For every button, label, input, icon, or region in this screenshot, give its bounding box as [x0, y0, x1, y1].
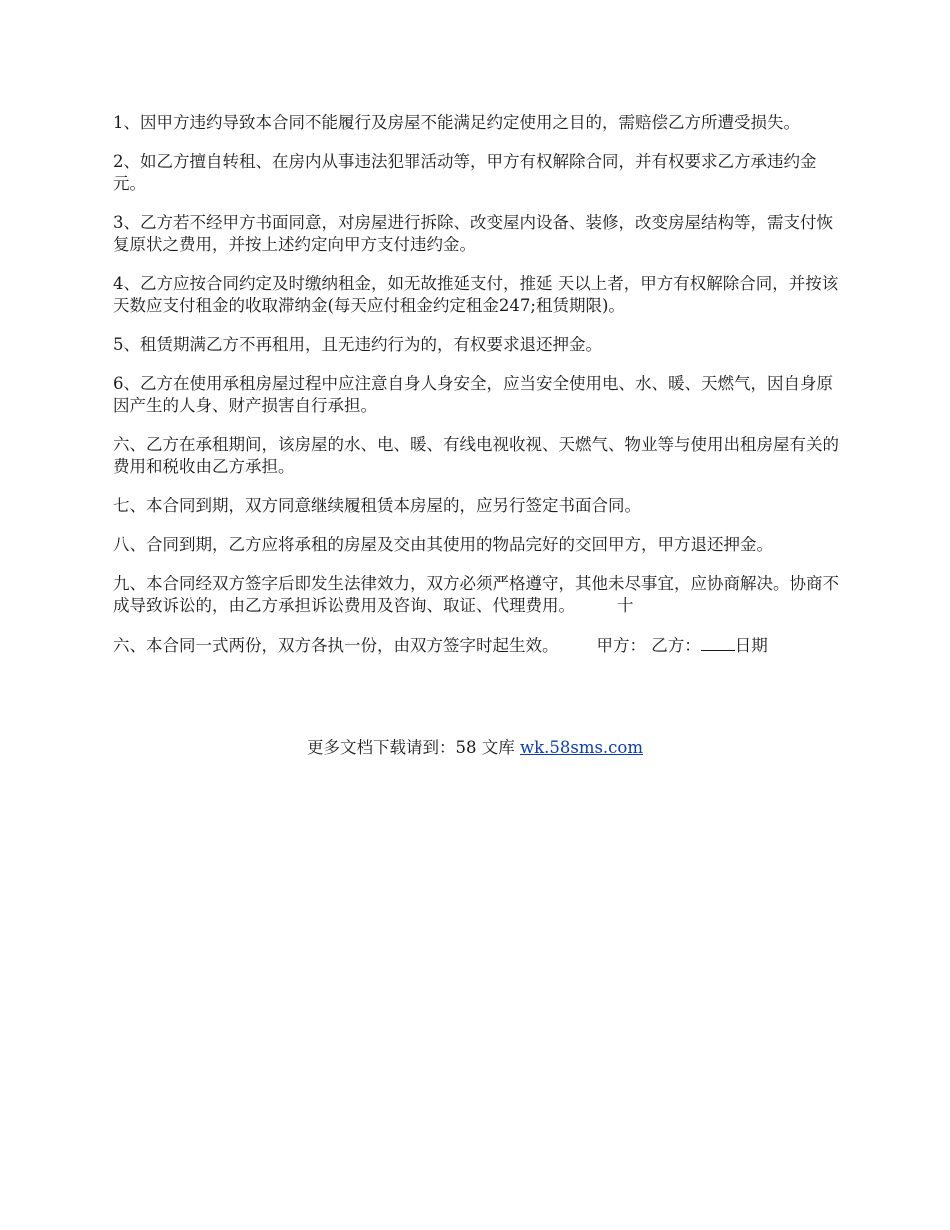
clause-4: 4、乙方应按合同约定及时缴纳租金，如无故推延支付，推延 天以上者，甲方有权解除合同，并按该天数应支付租金的收取滞纳金(每天应付租金约定租金247;租赁期限)。 — [113, 274, 839, 315]
clause-nine-trailing: 十 — [617, 596, 634, 615]
party-b-label: 乙方： — [651, 636, 701, 655]
clause-eight-return: 八、合同到期，乙方应将承租的房屋及交由其使用的物品完好的交回甲方，甲方退还押金。 — [113, 535, 773, 554]
clause-signature — [113, 634, 843, 657]
party-a-label: 甲方： — [596, 636, 646, 655]
signature-blank — [701, 634, 735, 651]
clause-1: 1、因甲方违约导致本合同不能履行及房屋不能满足约定使用之目的，需赔偿乙方所遭受损失。 — [113, 113, 800, 132]
clause-6: 6、乙方在使用承租房屋过程中应注意自身人身安全，应当安全使用电、水、暖、天燃气，因自身原因产生的人身、财产损害自行承担。 — [113, 374, 833, 415]
download-footer — [0, 737, 950, 759]
footer-text: 更多文档下载请到：58 文库 — [306, 738, 520, 757]
clause-nine-validity — [113, 573, 843, 617]
clause-seven-renewal: 七、本合同到期，双方同意继续履租赁本房屋的，应另行签定书面合同。 — [113, 496, 641, 515]
date-label: 日期 — [734, 636, 768, 655]
clause-5: 5、租赁期满乙方不再租用，且无违约行为的，有权要求退还押金。 — [113, 335, 602, 354]
clause-six-fees: 六、乙方在承租期间，该房屋的水、电、暖、有线电视收视、天燃气、物业等与使用出租房屋有关的费用和税收由乙方承担。 — [113, 435, 839, 476]
clause-2: 2、如乙方擅自转租、在房内从事违法犯罪活动等，甲方有权解除合同，并有权要求乙方承违约金 元。 — [113, 152, 817, 193]
contract-body — [113, 112, 843, 674]
footer-link[interactable]: wk.58sms.com — [519, 738, 643, 757]
signature-clause-text: 六、本合同一式两份，双方各执一份，由双方签字时起生效。 — [113, 636, 559, 655]
clause-nine-text: 九、本合同经双方签字后即发生法律效力，双方必须严格遵守，其他未尽事宜，应协商解决。协商不成导致诉讼的，由乙方承担诉讼费用及咨询、取证、代理费用。 — [113, 574, 839, 615]
clause-3: 3、乙方若不经甲方书面同意，对房屋进行拆除、改变屋内设备、装修，改变房屋结构等，需支付恢复原状之费用，并按上述约定向甲方支付违约金。 — [113, 213, 833, 254]
